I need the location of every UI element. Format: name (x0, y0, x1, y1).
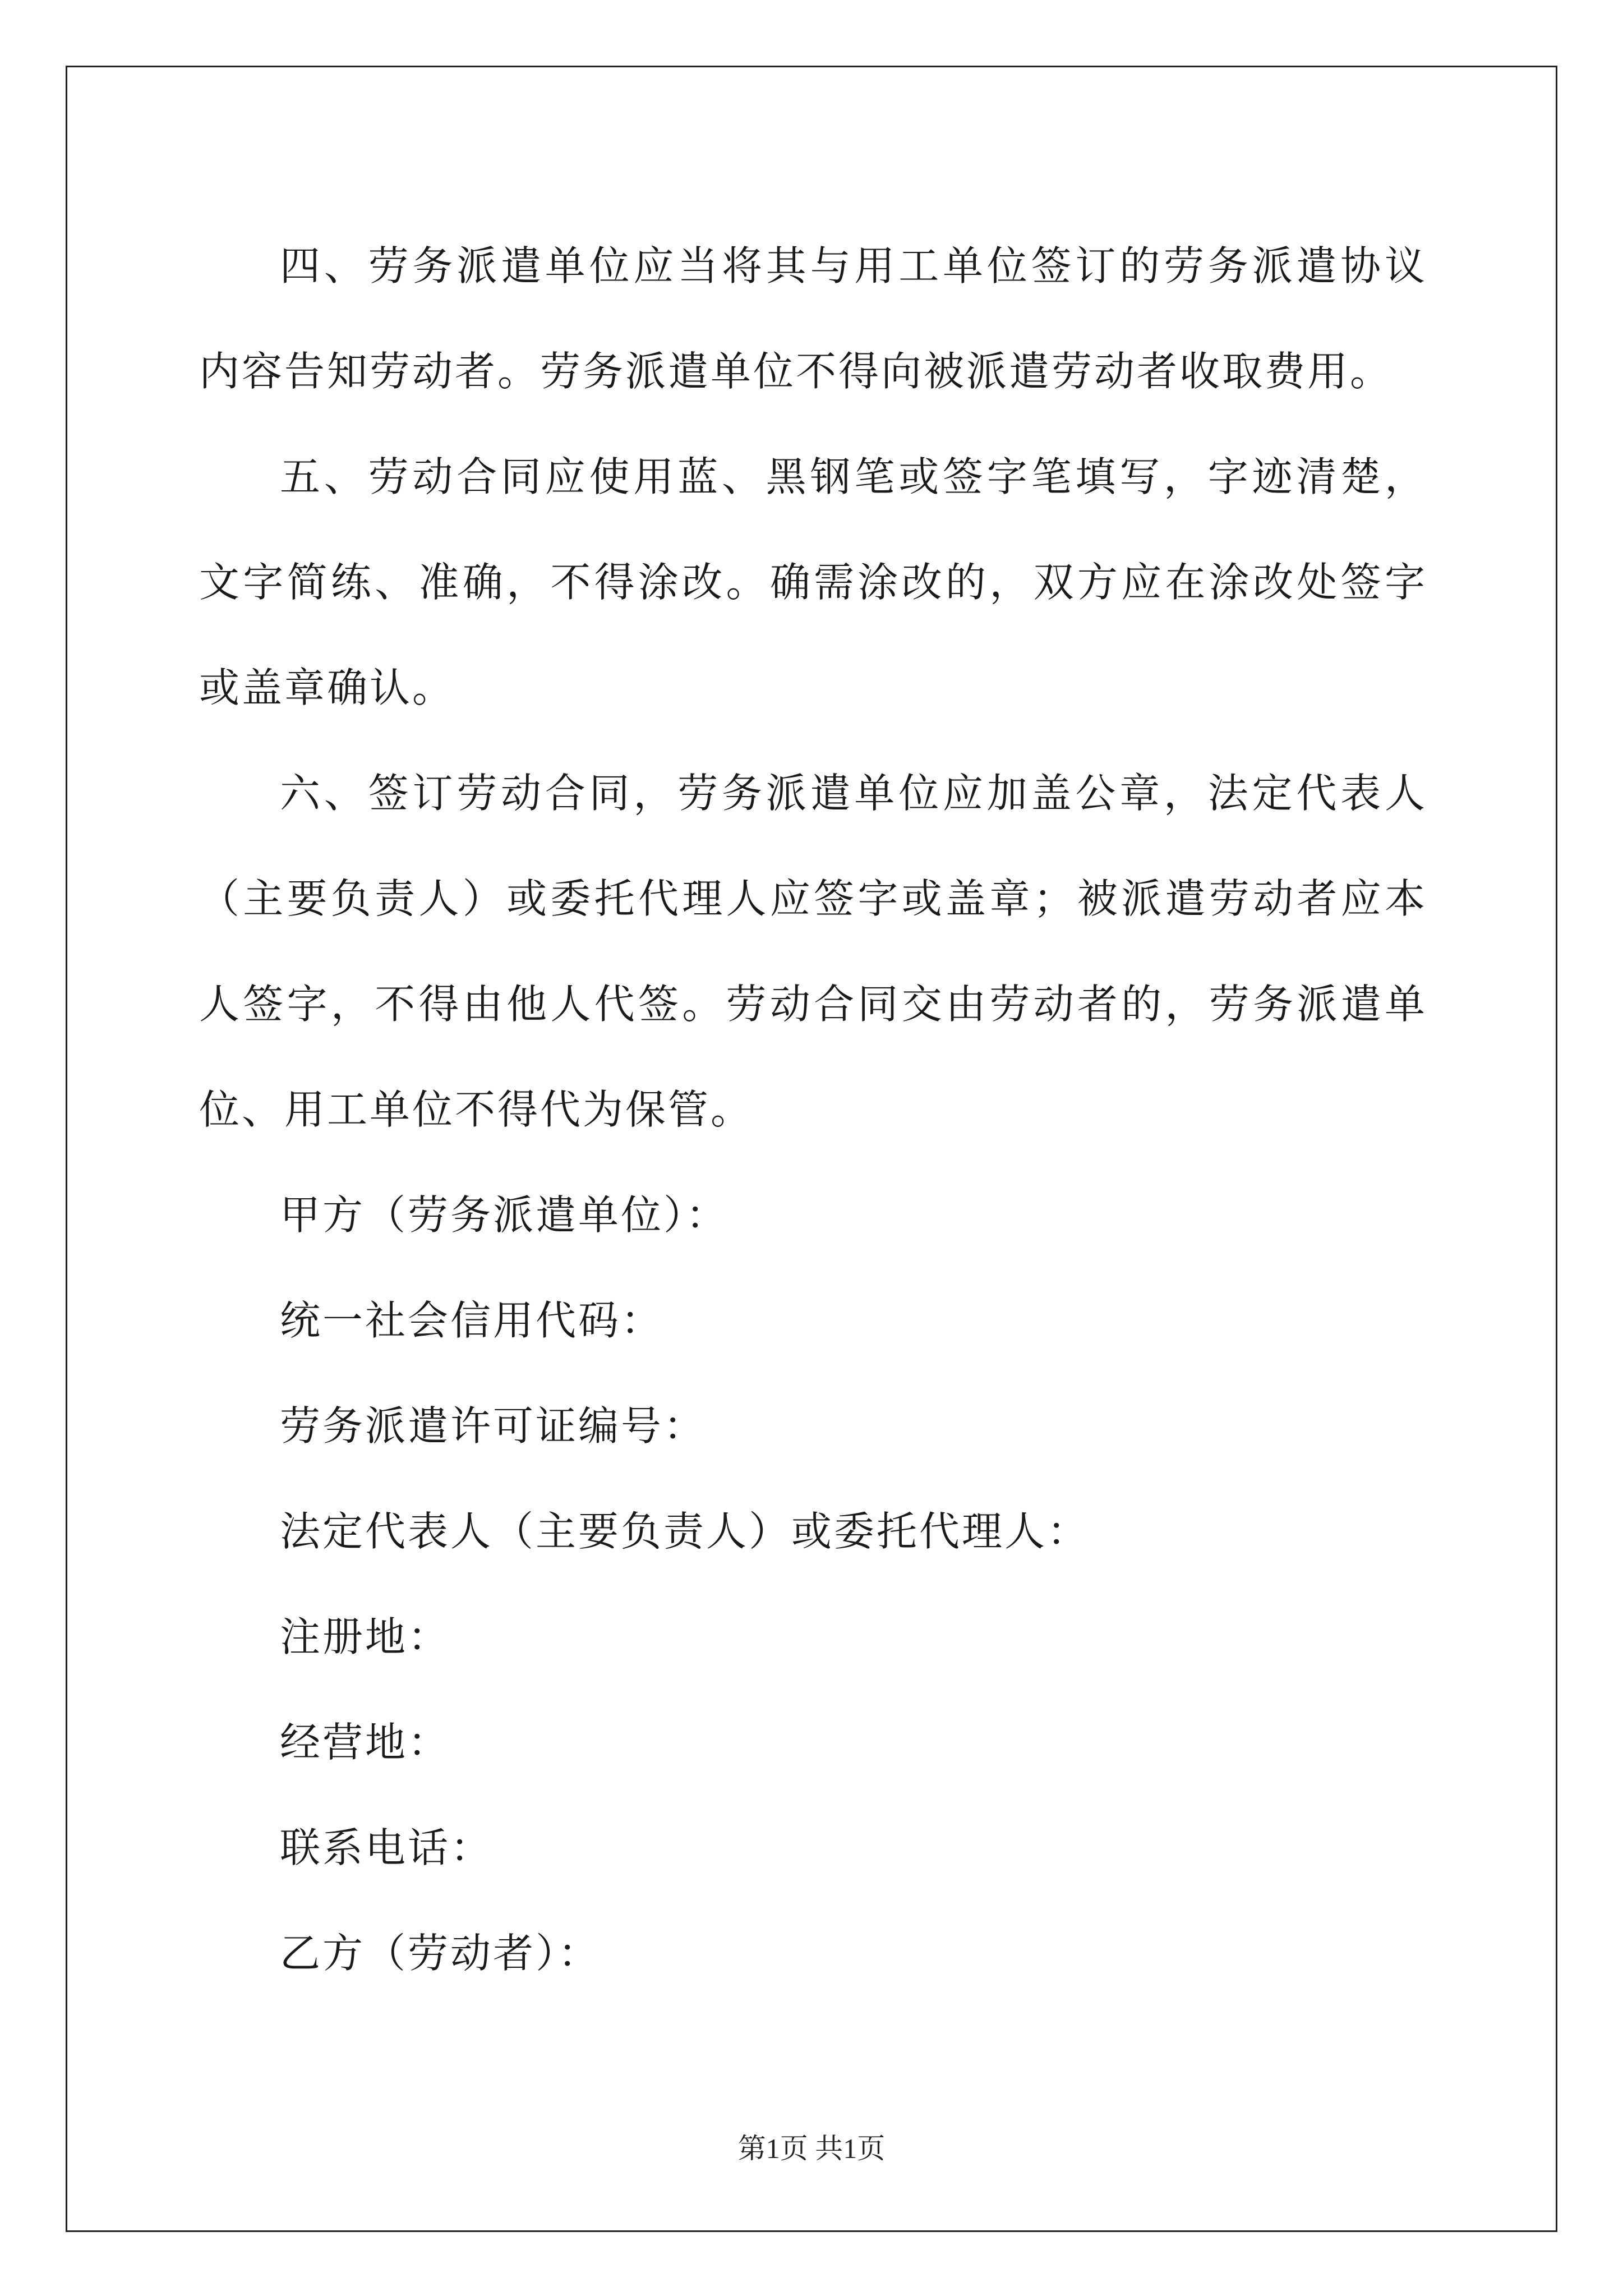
paragraph-item-6: 六、签订劳动合同，劳务派遣单位应加盖公章，法定代表人（主要负责人）或委托代理人应签字或盖章；被派遣劳动者应本人签字，不得由他人代签。劳动合同交由劳动者的，劳务派遣单位、用工单位不得代为保管。 (199, 770, 1427, 1133)
license-number-label: 劳务派遣许可证编号： (280, 1402, 707, 1450)
paragraph-item-5: 五、劳动合同应使用蓝、黑钢笔或签字笔填写，字迹清楚，文字简练、准确，不得涂改。确需涂改的，双方应在涂改处签字或盖章确认。 (199, 453, 1427, 711)
paragraph-item-4: 四、劳务派遣单位应当将其与用工单位签订的劳务派遣协议内容告知劳动者。劳务派遣单位不得向被派遣劳动者收取费用。 (199, 242, 1427, 395)
document-body (199, 213, 1427, 2006)
legal-representative-label: 法定代表人（主要负责人）或委托代理人： (280, 1508, 1090, 1555)
party-a-label: 甲方（劳务派遣单位）： (280, 1191, 729, 1239)
business-address-label: 经营地： (280, 1719, 451, 1766)
credit-code-label: 统一社会信用代码： (280, 1297, 664, 1344)
phone-label: 联系电话： (280, 1824, 494, 1871)
registered-address-label: 注册地： (280, 1613, 451, 1660)
party-b-label: 乙方（劳动者）： (280, 1930, 601, 1977)
page-number: 第1页 共1页 (737, 2133, 886, 2164)
